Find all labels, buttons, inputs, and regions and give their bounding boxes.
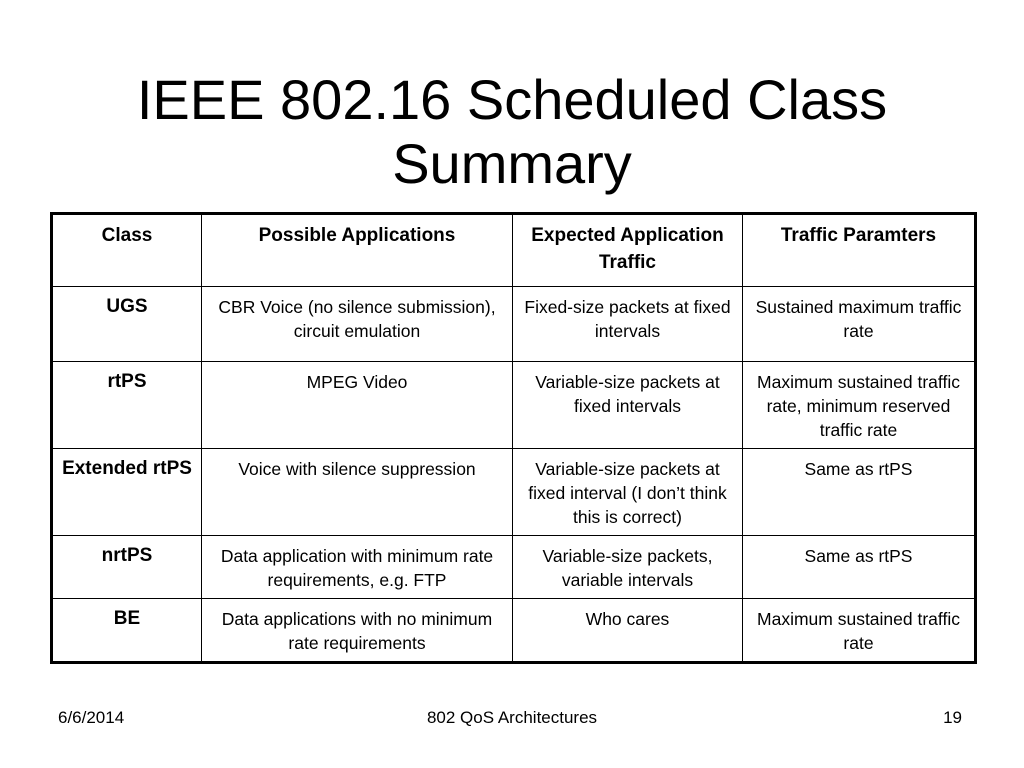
footer-page-number: 19 xyxy=(943,708,962,727)
slide-title-line-1: IEEE 802.16 Scheduled Class xyxy=(136,67,888,131)
slide-title xyxy=(0,68,1024,196)
header-traffic-parameters: Traffic Paramters xyxy=(743,214,976,287)
table-row xyxy=(52,536,976,599)
class-cell: Extended rtPS xyxy=(52,449,202,536)
table-header-row xyxy=(52,214,976,287)
table-row xyxy=(52,287,976,362)
class-cell: UGS xyxy=(52,287,202,362)
scheduled-class-table xyxy=(50,212,977,664)
applications-cell: Data application with minimum rate requirements, e.g. FTP xyxy=(202,536,513,599)
traffic-cell: Variable-size packets at fixed interval (I don’t think this is correct) xyxy=(513,449,743,536)
table-row xyxy=(52,362,976,449)
applications-cell: MPEG Video xyxy=(202,362,513,449)
traffic-cell: Who cares xyxy=(513,599,743,663)
header-expected-application-traffic: Expected Application Traffic xyxy=(513,214,743,287)
slide-title-line-2: Summary xyxy=(392,131,632,195)
footer-date: 6/6/2014 xyxy=(58,708,125,727)
traffic-cell: Variable-size packets at fixed intervals xyxy=(513,362,743,449)
table-row xyxy=(52,449,976,536)
applications-cell: CBR Voice (no silence submission), circuit emulation xyxy=(202,287,513,362)
applications-cell: Data applications with no minimum rate requirements xyxy=(202,599,513,663)
header-class: Class xyxy=(52,214,202,287)
parameters-cell: Same as rtPS xyxy=(743,536,976,599)
footer-title: 802 QoS Architectures xyxy=(426,708,598,727)
parameters-cell: Maximum sustained traffic rate xyxy=(743,599,976,663)
table-row xyxy=(52,599,976,663)
parameters-cell: Same as rtPS xyxy=(743,449,976,536)
traffic-cell: Variable-size packets, variable intervals xyxy=(513,536,743,599)
parameters-cell: Maximum sustained traffic rate, minimum reserved traffic rate xyxy=(743,362,976,449)
class-cell: BE xyxy=(52,599,202,663)
traffic-cell: Fixed-size packets at fixed intervals xyxy=(513,287,743,362)
applications-cell: Voice with silence suppression xyxy=(202,449,513,536)
class-cell: rtPS xyxy=(52,362,202,449)
header-possible-applications: Possible Applications xyxy=(202,214,513,287)
parameters-cell: Sustained maximum traffic rate xyxy=(743,287,976,362)
class-cell: nrtPS xyxy=(52,536,202,599)
